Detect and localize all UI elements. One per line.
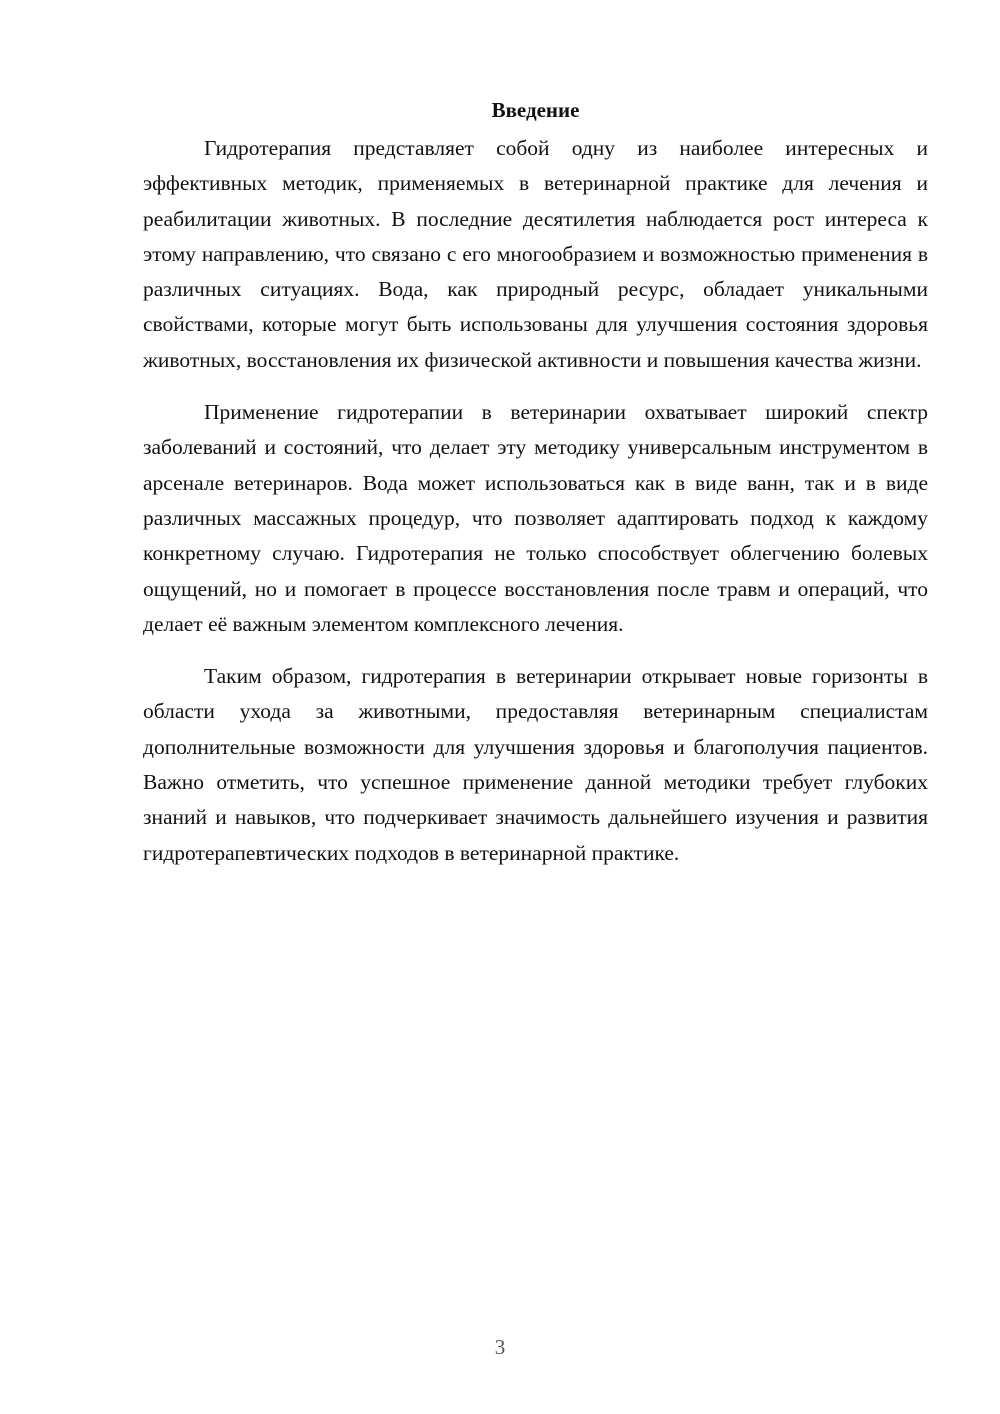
paragraph-3: Таким образом, гидротерапия в ветеринарии открывает новые горизонты в области ухода за животными, предоставляя ветеринарным специалистам дополнительные возможности для улучшения здоровья и благополучия пациентов. Важно отметить, что успешное применение данной методики требует глубоких знаний и навыков, что подчеркивает значимость дальнейшего изучения и развития гидротерапевтических подходов в ветеринарной практике. (143, 664, 928, 865)
page-content (143, 92, 928, 888)
page-number: 3 (494, 1335, 506, 1359)
paragraph-2: Применение гидротерапии в ветеринарии охватывает широкий спектр заболеваний и состояний, что делает эту методику универсальным инструментом в арсенале ветеринаров. Вода может использоваться как в виде ванн, так и в виде различных массажных процедур, что позволяет адаптировать подход к каждому конкретному случаю. Гидротерапия не только способствует облегчению болевых ощущений, но и помогает в процессе восстановления после травм и операций, что делает её важным элементом комплексного лечения. (143, 400, 928, 636)
section-heading: Введение (491, 98, 580, 122)
paragraph-1: Гидротерапия представляет собой одну из наиболее интересных и эффективных методик, применяемых в ветеринарной практике для лечения и реабилитации животных. В последние десятилетия наблюдается рост интереса к этому направлению, что связано с его многообразием и возможностью применения в различных ситуациях. Вода, как природный ресурс, обладает уникальными свойствами, которые могут быть использованы для улучшения состояния здоровья животных, восстановления их физической активности и повышения качества жизни. (143, 136, 928, 372)
